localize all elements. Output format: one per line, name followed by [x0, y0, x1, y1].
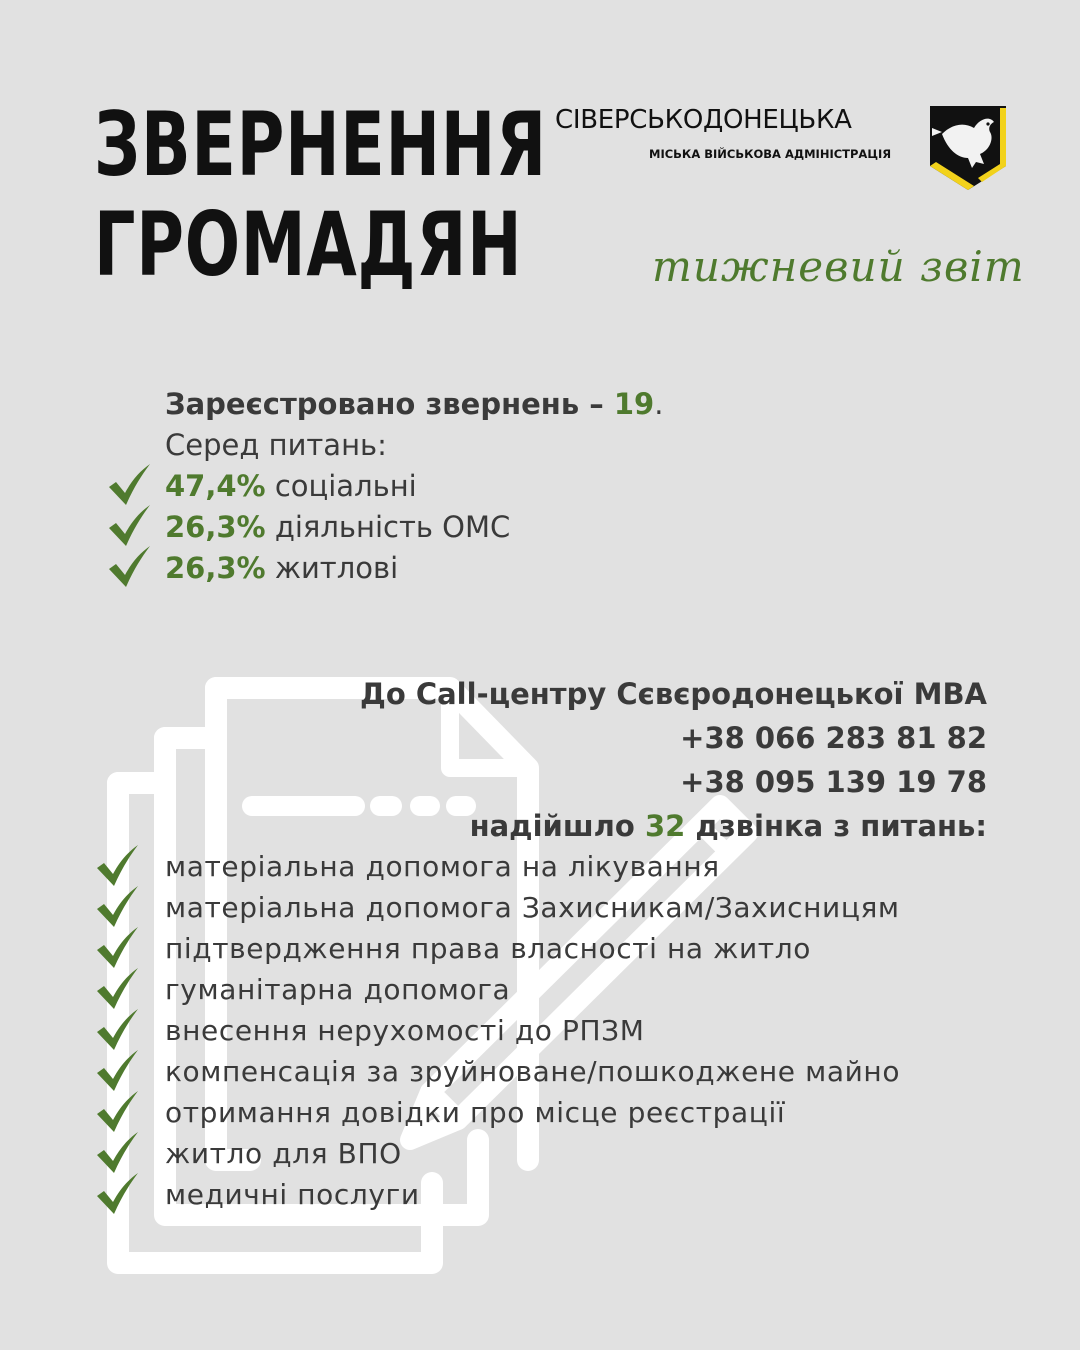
- check-icon: [94, 1089, 140, 1135]
- list-item: матеріальна допомога на лікування: [165, 850, 720, 883]
- calls-line: [360, 804, 987, 848]
- title-line-2: ГРОМАДЯН: [94, 193, 523, 296]
- stat-item: [165, 548, 663, 589]
- list-item: житло для ВПО: [165, 1137, 402, 1170]
- stat-percent: 26,3%: [165, 510, 266, 544]
- phone-number: +38 095 139 19 78: [680, 765, 987, 799]
- logo-subtitle: МІСЬКА ВІЙСЬКОВА АДМІНІСТРАЦІЯ: [649, 147, 892, 161]
- stats-block: [165, 384, 663, 589]
- logo-city-name: СІВЕРСЬКОДОНЕЦЬКА: [555, 105, 852, 135]
- title-line-1: ЗВЕРНЕННЯ: [94, 93, 547, 196]
- calls-suffix: дзвінка з питань:: [685, 809, 987, 843]
- registered-count: 19: [613, 387, 655, 421]
- registered-label: Зареєстровано звернень –: [165, 387, 614, 421]
- city-logo: [555, 105, 892, 161]
- registered-line: [165, 384, 663, 425]
- check-icon: [106, 544, 152, 590]
- stat-label: діяльність ОМС: [265, 510, 511, 544]
- check-icon: [94, 884, 140, 930]
- list-item: медичні послуги: [165, 1178, 420, 1211]
- check-icon: [106, 462, 152, 508]
- page-title: [94, 95, 547, 295]
- call-topics-list: [165, 846, 900, 1215]
- list-item: підтвердження права власності на житло: [165, 932, 811, 965]
- call-center-heading: До Call-центру Сєвєродонецької МВА: [359, 677, 987, 711]
- check-icon: [94, 1171, 140, 1217]
- stat-percent: 26,3%: [165, 551, 266, 585]
- weekly-report-label: тижневий звіт: [652, 242, 1025, 291]
- check-icon: [106, 503, 152, 549]
- calls-count: 32: [644, 809, 686, 843]
- list-item: компенсація за зруйноване/пошкоджене майно: [165, 1055, 901, 1088]
- check-icon: [94, 843, 140, 889]
- list-item: гуманітарна допомога: [165, 973, 511, 1006]
- check-icon: [94, 966, 140, 1012]
- list-item: отримання довідки про місце реєстрації: [165, 1096, 786, 1129]
- list-item: внесення нерухомості до РПЗМ: [165, 1014, 645, 1047]
- phone-number: +38 066 283 81 82: [680, 721, 987, 755]
- calls-prefix: надійшло: [469, 809, 645, 843]
- check-icon: [94, 1048, 140, 1094]
- stat-item: [165, 466, 663, 507]
- stat-label: соціальні: [265, 469, 417, 503]
- list-item: матеріальна допомога Захисникам/Захисницям: [165, 891, 900, 924]
- city-shield-icon: [928, 104, 1008, 192]
- check-icon: [94, 1130, 140, 1176]
- call-center-block: [360, 672, 987, 848]
- check-icon: [94, 925, 140, 971]
- stat-label: житлові: [265, 551, 399, 585]
- check-icon: [94, 1007, 140, 1053]
- stat-percent: 47,4%: [165, 469, 266, 503]
- stat-item: [165, 507, 663, 548]
- registered-end: .: [654, 387, 664, 421]
- among-label: Серед питань:: [165, 428, 387, 462]
